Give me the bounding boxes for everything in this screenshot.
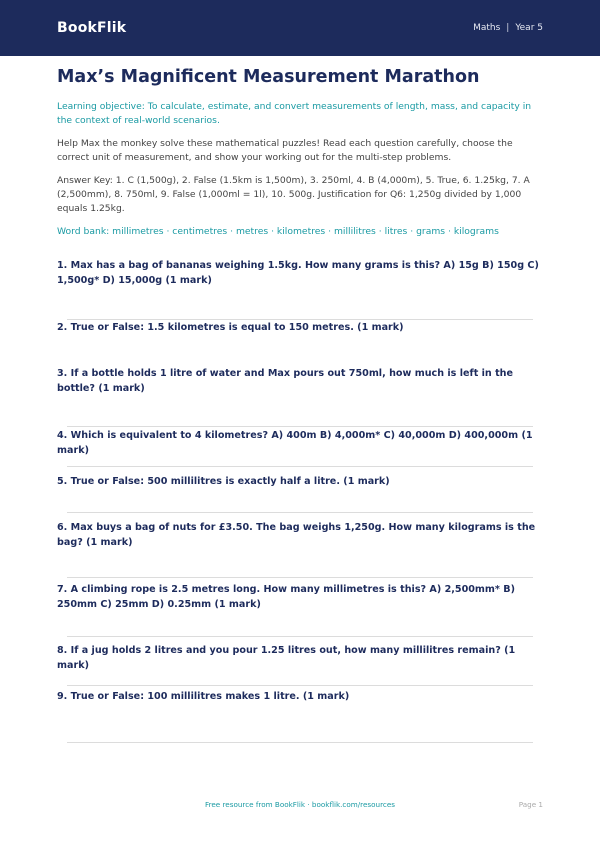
question-3 xyxy=(57,366,543,428)
question-text: 1. Max has a bag of bananas weighing 1.5kg. How many grams is this? A) 15g B) 150g C) 1,500g* D) 15,000g (1 mark) xyxy=(57,260,539,286)
question-9 xyxy=(57,689,543,751)
question-text: 5. True or False: 500 millilitres is exactly half a litre. (1 mark) xyxy=(57,476,390,487)
question-text: 4. Which is equivalent to 4 kilometres? A) 400m B) 4,000m* C) 40,000m D) 400,000m (1 mark) xyxy=(57,430,533,456)
year-label: Year 5 xyxy=(515,23,543,33)
question-text: 8. If a jug holds 2 litres and you pour 1.25 litres out, how many millilitres remain? (1 mark) xyxy=(57,645,516,671)
subject-label: Maths xyxy=(473,23,501,33)
intro-text: Help Max the monkey solve these mathematical puzzles! Read each question carefully, choose the correct unit of measurement, and show your working out for the multi-step problems. xyxy=(57,138,513,163)
worksheet-body xyxy=(57,66,543,751)
word-bank: Word bank: millimetres · centimetres · metres · kilometres · millilitres · litres · grams · kilograms xyxy=(57,226,499,237)
question-2 xyxy=(57,320,543,366)
question-5 xyxy=(57,474,543,520)
meta-separator: | xyxy=(506,23,510,33)
question-6 xyxy=(57,520,543,582)
question-text: 6. Max buys a bag of nuts for £3.50. The bag weighs 1,250g. How many kilograms is the bag? (1 mark) xyxy=(57,522,536,548)
question-7 xyxy=(57,582,543,643)
page-title: Max’s Magnificent Measurement Marathon xyxy=(57,67,480,87)
question-text: 3. If a bottle holds 1 litre of water and Max pours out 750ml, how much is left in the bottle? (1 mark) xyxy=(57,368,514,394)
question-4 xyxy=(57,428,543,474)
header-meta xyxy=(473,23,543,33)
answer-line xyxy=(67,512,533,513)
answer-key: Answer Key: 1. C (1,500g), 2. False (1.5km is 1,500m), 3. 250ml, 4. B (4,000m), 5. True, 6. 1.25kg, 7. A (2,500mm), 8. 750ml, 9. False (1,000ml = 1l), 10. 500g. Justification for Q6: 1,250g divided by 1,000 equals 1.25kg. xyxy=(57,175,530,214)
page-header xyxy=(0,0,600,56)
footer-credit: Free resource from BookFlik · bookflik.com/resources xyxy=(204,800,396,809)
answer-line xyxy=(67,426,533,427)
question-8 xyxy=(57,643,543,689)
question-text: 2. True or False: 1.5 kilometres is equal to 150 metres. (1 mark) xyxy=(57,322,404,333)
answer-line xyxy=(67,466,533,467)
learning-objective: Learning objective: To calculate, estimate, and convert measurements of length, mass, and capacity in the context of real-world scenarios. xyxy=(57,101,532,126)
brand-logo: BookFlik xyxy=(57,20,127,36)
question-text: 7. A climbing rope is 2.5 metres long. How many millimetres is this? A) 2,500mm* B) 250mm C) 25mm D) 0.25mm (1 mark) xyxy=(57,584,515,610)
answer-line xyxy=(67,577,533,578)
question-text: 9. True or False: 100 millilitres makes 1 litre. (1 mark) xyxy=(57,691,350,702)
answer-line xyxy=(67,636,533,637)
answer-line xyxy=(67,685,533,686)
page-number: Page 1 xyxy=(518,800,543,809)
answer-line xyxy=(67,742,533,743)
question-1 xyxy=(57,258,543,320)
